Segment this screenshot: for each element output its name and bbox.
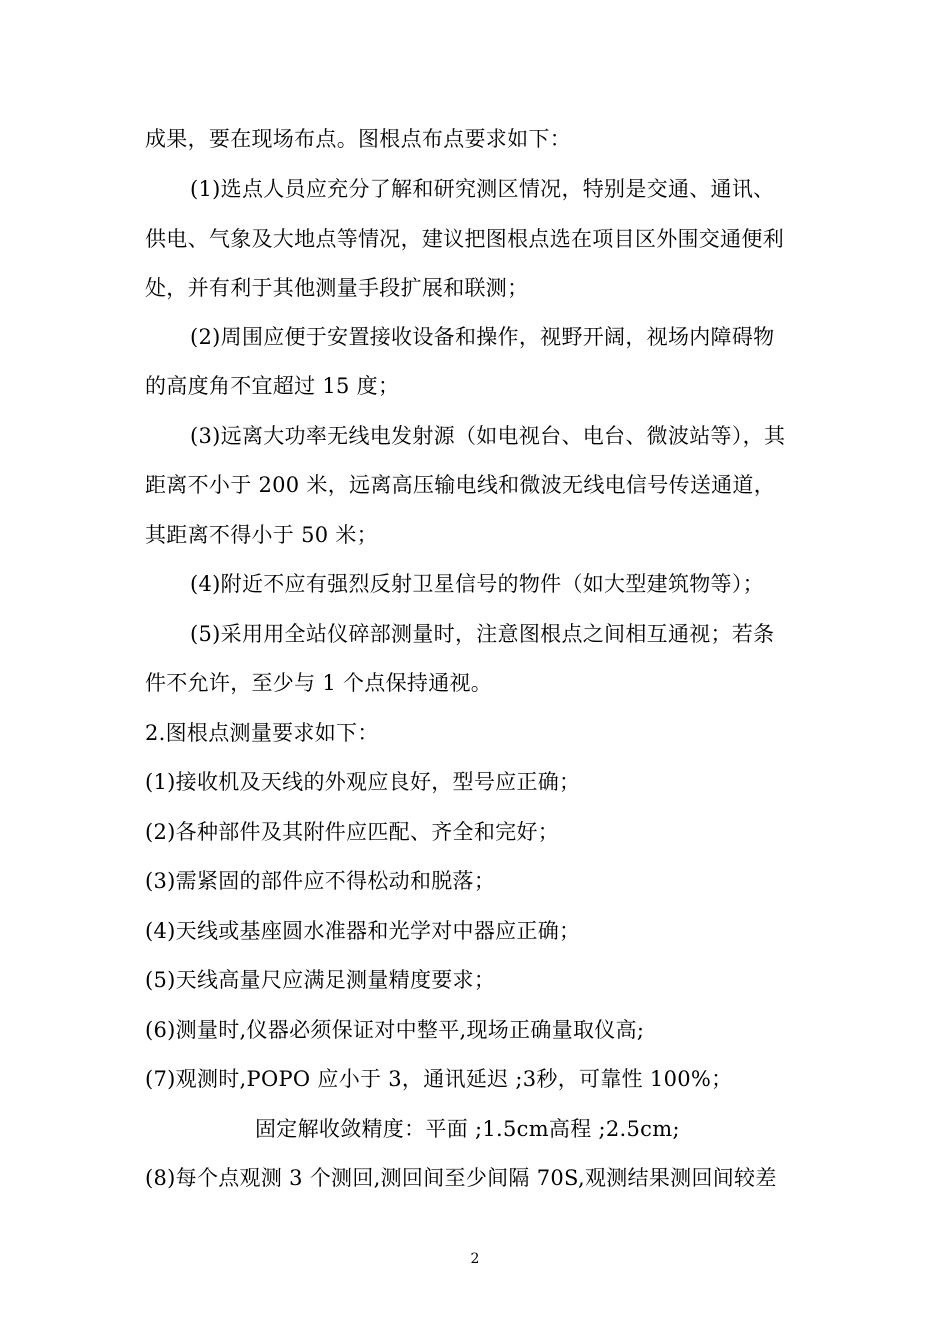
text-line-9: 其距离不得小于 50 米； <box>145 523 378 547</box>
text-line-12: 件不允许，至少与 1 个点保持通视。 <box>145 671 493 695</box>
section-heading: 2.图根点测量要求如下： <box>145 721 379 745</box>
text-line-7: (3)远离大功率无线电发射源（如电视台、电台、微波站等），其 <box>190 424 786 448</box>
text-line-22: (8)每个点观测 3 个测回,测回间至少间隔 70S,观测结果测回间较差 <box>145 1166 777 1190</box>
text-line-5: (2)周围应便于安置接收设备和操作，视野开阔，视场内障碍物 <box>190 325 775 349</box>
text-line-6: 的高度角不宜超过 15 度； <box>145 374 400 398</box>
text-line-1: 成果，要在现场布点。图根点布点要求如下： <box>145 127 571 151</box>
text-line-19: (6)测量时,仪器必须保证对中整平,现场正确量取仪高; <box>145 1018 645 1042</box>
text-line-21: 固定解收敛精度：平面 ;1.5cm高程 ;2.5cm; <box>255 1117 680 1141</box>
text-line-2: (1)选点人员应充分了解和研究测区情况，特别是交通、通讯、 <box>190 177 775 201</box>
text-line-14: (1)接收机及天线的外观应良好，型号应正确； <box>145 770 581 794</box>
text-line-17: (4)天线或基座圆水准器和光学对中器应正确； <box>145 919 581 943</box>
text-line-4: 处，并有利于其他测量手段扩展和联测； <box>145 276 529 300</box>
text-line-15: (2)各种部件及其附件应匹配、齐全和完好； <box>145 820 560 844</box>
text-line-20: (7)观测时,POPO 应小于 3，通讯延迟 ;3秒，可靠性 100%； <box>145 1067 733 1091</box>
page-number: 2 <box>470 1251 480 1267</box>
text-line-11: (5)采用用全站仪碎部测量时，注意图根点之间相互通视；若条 <box>190 622 775 646</box>
text-line-3: 供电、气象及大地点等情况，建议把图根点选在项目区外围交通便利 <box>145 227 784 251</box>
text-line-8: 距离不小于 200 米，远离高压输电线和微波无线电信号传送通道， <box>145 473 776 497</box>
text-line-18: (5)天线高量尺应满足测量精度要求； <box>145 968 496 992</box>
text-line-16: (3)需紧固的部件应不得松动和脱落； <box>145 869 496 893</box>
text-line-10: (4)附近不应有强烈反射卫星信号的物件（如大型建筑物等）； <box>190 572 764 596</box>
